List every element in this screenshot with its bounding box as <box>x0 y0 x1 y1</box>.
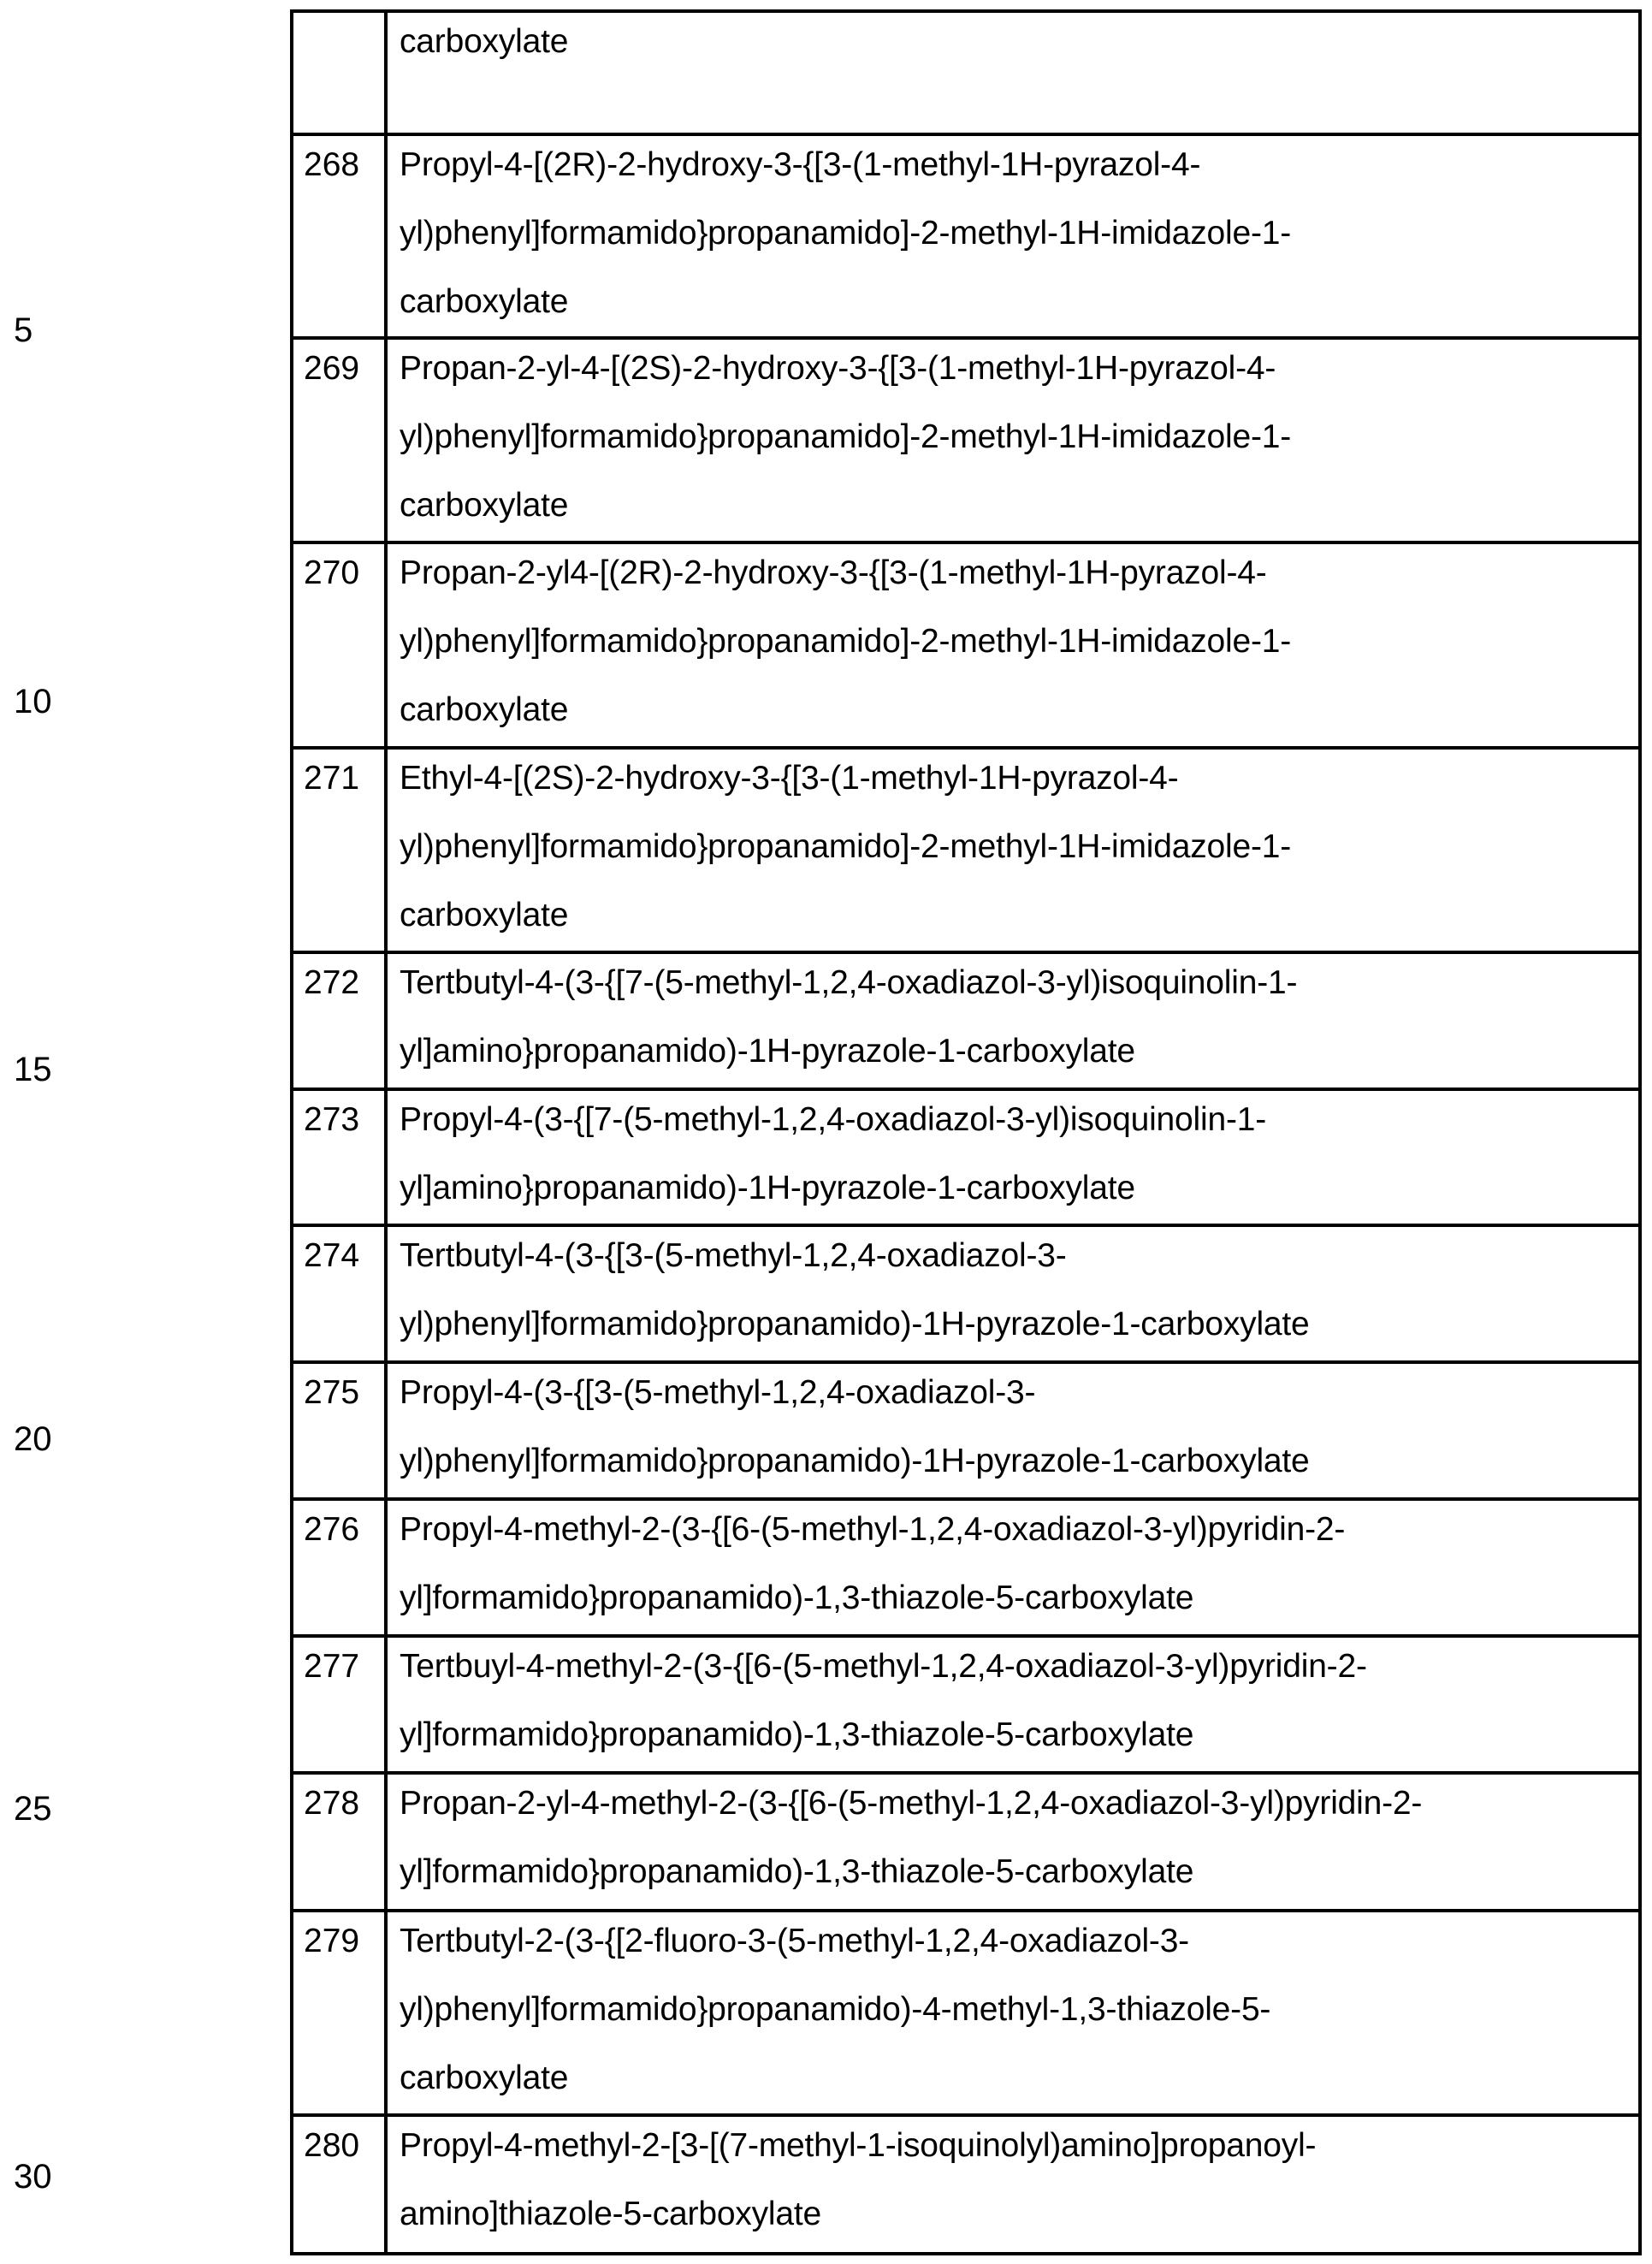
compound-number: 271 <box>304 760 359 797</box>
compound-name-line: Tertbuyl-4-methyl-2-(3-{[6-(5-methyl-1,2,4-oxadiazol-3-yl)pyridin-2- <box>400 1633 1638 1701</box>
compound-name-line: Tertbutyl-4-(3-{[7-(5-methyl-1,2,4-oxadiazol-3-yl)isoquinolin-1- <box>400 949 1638 1017</box>
compound-number: 275 <box>304 1374 359 1411</box>
compound-name-line: carboxylate <box>400 8 1638 76</box>
line-number-20: 20 <box>14 1422 52 1456</box>
compound-number: 270 <box>304 554 359 591</box>
line-number-10: 10 <box>14 685 52 719</box>
compound-name-line: yl)phenyl]formamido}propanamido]-2-methyl-1H-imidazole-1- <box>400 403 1638 471</box>
compound-name-line: yl)phenyl]formamido}propanamido)-4-methyl-1,3-thiazole-5- <box>400 1976 1638 2044</box>
table-row <box>292 2115 1640 2254</box>
compound-name-cell <box>386 11 1640 134</box>
compound-number: 273 <box>304 1101 359 1138</box>
compound-number: 269 <box>304 350 359 387</box>
compound-name-line: Propyl-4-(3-{[3-(5-methyl-1,2,4-oxadiazol-3- <box>400 1359 1638 1427</box>
compound-name-cell <box>386 1911 1640 2115</box>
line-number-25: 25 <box>14 1792 52 1826</box>
compound-number: 272 <box>304 964 359 1001</box>
compound-number-cell <box>292 1499 386 1636</box>
compound-name-line: Propyl-4-[(2R)-2-hydroxy-3-{[3-(1-methyl-1H-pyrazol-4- <box>400 131 1638 199</box>
compound-name-line: yl)phenyl]formamido}propanamido)-1H-pyrazole-1-carboxylate <box>400 1290 1638 1359</box>
compound-number-cell <box>292 1362 386 1499</box>
compound-name-cell <box>386 748 1640 952</box>
compound-number: 280 <box>304 2127 359 2164</box>
table-row <box>292 748 1640 952</box>
compound-name-line: yl)phenyl]formamido}propanamido]-2-methyl-1H-imidazole-1- <box>400 607 1638 676</box>
compound-number-cell <box>292 338 386 542</box>
compound-name-line: carboxylate <box>400 268 1638 336</box>
compound-name-line: Propyl-4-methyl-2-[3-[(7-methyl-1-isoquinolyl)amino]propanoyl- <box>400 2112 1638 2180</box>
compound-number-cell <box>292 1089 386 1225</box>
line-number-5: 5 <box>14 313 33 347</box>
margin-line-numbers <box>0 0 103 2264</box>
compound-name-cell <box>386 542 1640 748</box>
compound-number-cell <box>292 1225 386 1362</box>
table-row <box>292 1636 1640 1773</box>
table-row <box>292 1773 1640 1911</box>
compound-name-cell <box>386 1225 1640 1362</box>
compound-name-line: yl]formamido}propanamido)-1,3-thiazole-5-carboxylate <box>400 1701 1638 1769</box>
compound-name-line: carboxylate <box>400 676 1638 744</box>
table-row <box>292 134 1640 338</box>
compound-name-line: yl]amino}propanamido)-1H-pyrazole-1-carboxylate <box>400 1017 1638 1086</box>
compound-name-line: Tertbutyl-4-(3-{[3-(5-methyl-1,2,4-oxadiazol-3- <box>400 1222 1638 1290</box>
compound-number-cell <box>292 1911 386 2115</box>
line-number-15: 15 <box>14 1052 52 1087</box>
table-row <box>292 542 1640 748</box>
compound-table <box>290 9 1642 2255</box>
compound-number-cell <box>292 952 386 1089</box>
compound-number: 279 <box>304 1923 359 1959</box>
compound-name-cell <box>386 2115 1640 2254</box>
compound-name-cell <box>386 1089 1640 1225</box>
compound-number: 278 <box>304 1785 359 1822</box>
compound-name-line: yl)phenyl]formamido}propanamido)-1H-pyrazole-1-carboxylate <box>400 1427 1638 1496</box>
compound-name-line: Propan-2-yl-4-methyl-2-(3-{[6-(5-methyl-1,2,4-oxadiazol-3-yl)pyridin-2- <box>400 1769 1638 1838</box>
table-row <box>292 1911 1640 2115</box>
compound-name-cell <box>386 134 1640 338</box>
compound-name-line: Propan-2-yl-4-[(2S)-2-hydroxy-3-{[3-(1-methyl-1H-pyrazol-4- <box>400 335 1638 403</box>
table-row <box>292 1362 1640 1499</box>
compound-name-line: yl)phenyl]formamido}propanamido]-2-methyl-1H-imidazole-1- <box>400 813 1638 881</box>
compound-name-line: yl]amino}propanamido)-1H-pyrazole-1-carboxylate <box>400 1154 1638 1223</box>
compound-number: 274 <box>304 1237 359 1274</box>
compound-number-cell <box>292 542 386 748</box>
compound-table-body <box>292 11 1640 2254</box>
compound-name-line: amino]thiazole-5-carboxylate <box>400 2180 1638 2249</box>
compound-name-cell <box>386 952 1640 1089</box>
compound-number-cell <box>292 1636 386 1773</box>
compound-name-line: Propan-2-yl4-[(2R)-2-hydroxy-3-{[3-(1-methyl-1H-pyrazol-4- <box>400 539 1638 607</box>
compound-name-cell <box>386 1499 1640 1636</box>
table-row <box>292 1089 1640 1225</box>
compound-name-line: Ethyl-4-[(2S)-2-hydroxy-3-{[3-(1-methyl-1H-pyrazol-4- <box>400 744 1638 813</box>
compound-name-line: carboxylate <box>400 2044 1638 2113</box>
line-number-30: 30 <box>14 2160 52 2194</box>
compound-name-line: Propyl-4-methyl-2-(3-{[6-(5-methyl-1,2,4-oxadiazol-3-yl)pyridin-2- <box>400 1496 1638 1564</box>
table-row <box>292 952 1640 1089</box>
compound-number: 276 <box>304 1511 359 1548</box>
table-row <box>292 1499 1640 1636</box>
compound-number: 268 <box>304 146 359 183</box>
compound-name-cell <box>386 338 1640 542</box>
compound-name-line: yl)phenyl]formamido}propanamido]-2-methyl-1H-imidazole-1- <box>400 199 1638 268</box>
compound-name-line: Tertbutyl-2-(3-{[2-fluoro-3-(5-methyl-1,2,4-oxadiazol-3- <box>400 1907 1638 1976</box>
compound-number-cell <box>292 134 386 338</box>
compound-number-cell <box>292 1773 386 1911</box>
compound-name-cell <box>386 1636 1640 1773</box>
compound-number-cell <box>292 11 386 134</box>
compound-name-cell <box>386 1773 1640 1911</box>
compound-number-cell <box>292 748 386 952</box>
compound-name-cell <box>386 1362 1640 1499</box>
compound-number-cell <box>292 2115 386 2254</box>
compound-name-line: Propyl-4-(3-{[7-(5-methyl-1,2,4-oxadiazol-3-yl)isoquinolin-1- <box>400 1086 1638 1154</box>
table-row <box>292 1225 1640 1362</box>
compound-name-line: carboxylate <box>400 881 1638 950</box>
compound-name-line: yl]formamido}propanamido)-1,3-thiazole-5-carboxylate <box>400 1838 1638 1906</box>
table-row <box>292 11 1640 134</box>
compound-name-line: yl]formamido}propanamido)-1,3-thiazole-5-carboxylate <box>400 1564 1638 1633</box>
table-row <box>292 338 1640 542</box>
compound-number: 277 <box>304 1648 359 1685</box>
compound-name-line: carboxylate <box>400 471 1638 540</box>
